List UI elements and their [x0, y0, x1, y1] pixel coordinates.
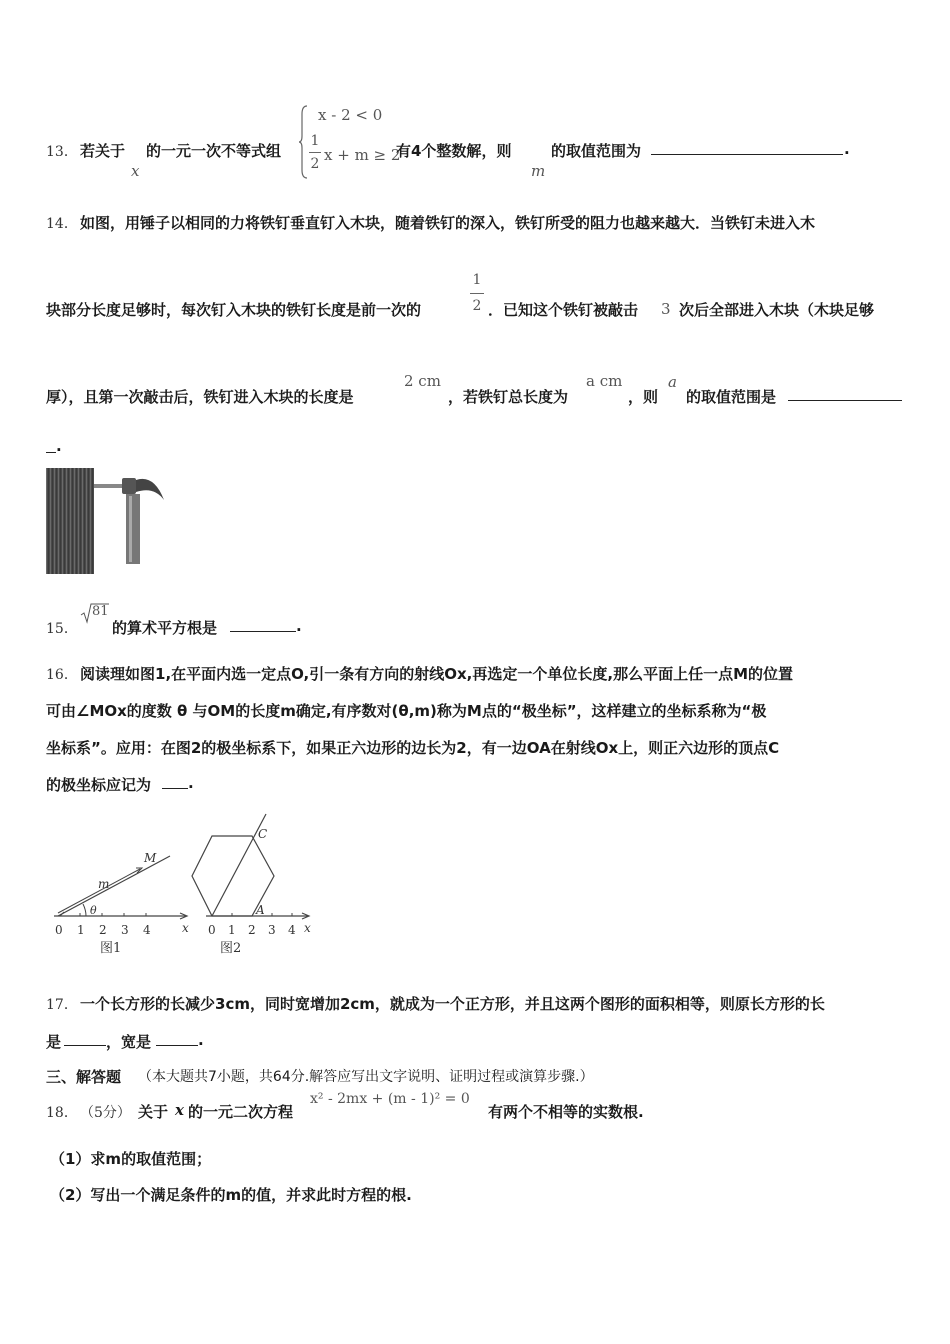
fig1-ray-om [58, 856, 170, 916]
q18-text-c: 有两个不相等的实数根. [488, 1103, 644, 1121]
q14-line-1: 如图，用锤子以相同的力将铁钉垂直钉入木块，随着铁钉的深入，铁钉所受的阻力也越来越大．当铁钉未进入木 [80, 214, 816, 232]
fig2-tick-4: 4 [288, 923, 296, 937]
q13-frac-num: 1 [310, 133, 320, 149]
q17-number: 17． [46, 997, 78, 1013]
q14-line-3a: 厚），且第一次敲击后，铁钉进入木块的长度是 [46, 388, 354, 406]
hammer-claw [136, 479, 164, 500]
q13-frac-den: 2 [310, 156, 320, 172]
q15-radicand: 81 [92, 604, 109, 619]
q13-var-m: m [531, 162, 546, 180]
q14-times: 3 [661, 300, 671, 318]
q16-answer-blank[interactable] [162, 774, 188, 789]
fig1-tick-1: 1 [77, 923, 85, 937]
q14-end: . [56, 437, 62, 455]
q17-length-blank[interactable] [64, 1031, 106, 1046]
q18-equation: x² - 2mx + (m - 1)² = 0 [310, 1091, 470, 1107]
fig1-caption: 图1 [100, 941, 122, 956]
q13-var-x: x [131, 162, 140, 180]
section-3-note: （本大题共7小题，共64分.解答应写出文字说明、证明过程或演算步骤.） [138, 1069, 594, 1085]
fig1-tick-0: 0 [55, 923, 63, 937]
q13-text-c: 有4个整数解，则 [396, 142, 512, 160]
q13-number: 13． [46, 144, 78, 160]
q14-line-2b: ．已知这个铁钉被敲击 [488, 301, 639, 319]
q18-score: （5分） [80, 1105, 131, 1121]
q13-text-a: 若关于 [80, 142, 126, 160]
q18-text-a: 关于 [138, 1103, 169, 1121]
q13-inequality-1: x - 2 < 0 [318, 106, 383, 124]
q18-text-b: 的一元二次方程 [188, 1103, 294, 1121]
q14-line-2c: 次后全部进入木块（木块足够 [679, 301, 875, 319]
q15-text: 的算术平方根是 [112, 619, 218, 637]
q16-end: . [188, 774, 194, 792]
hammer-nail-illustration [46, 466, 168, 576]
q16-line-3: 坐标系”。应用：在图2的极坐标系下，如果正六边形的边长为2，有一边OA在射线Ox上，则正六边形的顶点C [46, 739, 780, 757]
q13-text-d: 的取值范围为 [551, 142, 642, 160]
q14-var-a: a [668, 373, 677, 391]
fig2-tick-2: 2 [248, 923, 256, 937]
q14-line-3b: ，若铁钉总长度为 [448, 388, 569, 406]
q14-length-acm: a cm [586, 372, 623, 390]
fig1-tick-4: 4 [143, 923, 151, 937]
q14-line-3d: 的取值范围是 [686, 388, 777, 406]
q14-answer-blank-cont[interactable] [46, 438, 56, 453]
fig1-label-theta: θ [90, 904, 97, 917]
fig1-axis-x: x [182, 921, 189, 935]
q15-number: 15． [46, 621, 78, 637]
fig2-tick-0: 0 [208, 923, 216, 937]
q13-end: . [844, 140, 850, 158]
fig2-tick-3: 3 [268, 923, 276, 937]
fig2-label-A: A [256, 903, 265, 917]
fig1-label-M: M [144, 851, 157, 865]
q14-frac-num: 1 [472, 272, 482, 288]
q16-line-1: 阅读理如图1,在平面内选一定点O,引一条有方向的射线Ox,再选定一个单位长度,那么平面上任一点M的位置 [80, 665, 794, 683]
q17-width-blank[interactable] [156, 1031, 198, 1046]
hammer-handle [126, 494, 140, 564]
q18-part-2: （2）写出一个满足条件的m的值，并求此时方程的根. [50, 1186, 412, 1204]
q13-brace [299, 104, 309, 180]
q14-answer-blank[interactable] [788, 386, 902, 401]
q16-line-4: 的极坐标应记为 [46, 776, 152, 794]
q18-number: 18． [46, 1105, 78, 1121]
fig2-caption: 图2 [220, 941, 242, 956]
q14-frac-line [470, 293, 484, 294]
q13-answer-blank[interactable] [651, 140, 843, 155]
fig1-label-m: m [98, 877, 110, 891]
hammer-head [122, 478, 136, 494]
q16-number: 16． [46, 667, 78, 683]
q14-line-3c: ，则 [628, 388, 659, 406]
q15-end: . [296, 617, 302, 635]
fig2-tick-1: 1 [228, 923, 236, 937]
q13-inequality-2: x + m ≥ 2 [324, 146, 401, 164]
nail [94, 484, 126, 488]
q13-text-b: 的一元一次不等式组 [146, 142, 282, 160]
q13-frac-line [309, 152, 321, 153]
fig2-label-C: C [258, 827, 268, 841]
wood-block [46, 468, 94, 574]
q17-line-2b: ，宽是 [106, 1033, 152, 1051]
fig1-tick-3: 3 [121, 923, 129, 937]
q16-line-2: 可由∠MOx的度数 θ 与OM的长度m确定,有序数对(θ,m)称为M点的“极坐标”，这样建立的坐标系称为“极 [46, 702, 767, 720]
fig1-tick-2: 2 [99, 923, 107, 937]
q15-answer-blank[interactable] [230, 617, 296, 632]
q14-line-2a: 块部分长度足够时，每次钉入木块的铁钉长度是前一次的 [46, 301, 422, 319]
q17-end: . [198, 1031, 204, 1049]
figure-1-polar [46, 840, 196, 960]
q17-line-1: 一个长方形的长减少3cm，同时宽增加2cm，就成为一个正方形，并且这两个图形的面积相等，则原长方形的长 [80, 995, 825, 1013]
q18-part-1: （1）求m的取值范围； [50, 1150, 212, 1168]
q17-line-2a: 是 [46, 1033, 62, 1051]
q14-frac-den: 2 [472, 298, 482, 314]
q14-length-2cm: 2 cm [404, 372, 441, 390]
q14-number: 14． [46, 216, 78, 232]
fig2-axis-x: x [304, 921, 311, 935]
q18-var-x: x [175, 1101, 184, 1119]
section-3-title: 三、解答题 [46, 1068, 122, 1086]
figure-2-hexagon [186, 808, 316, 960]
